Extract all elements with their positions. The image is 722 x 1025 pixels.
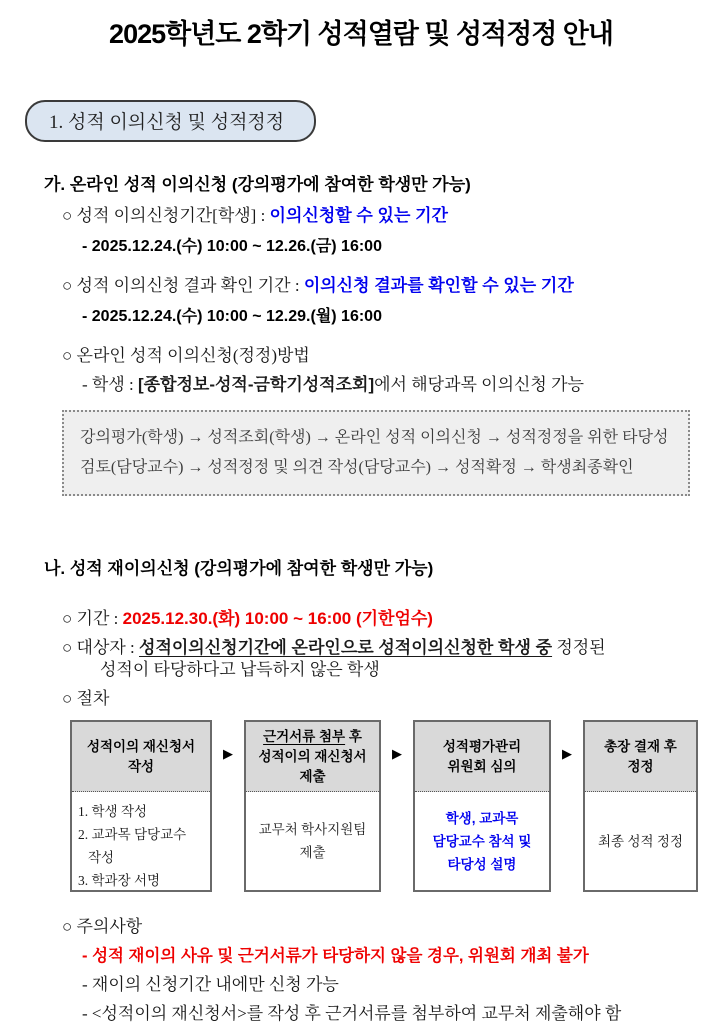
ga-item1-line [62, 205, 722, 227]
appeal-process-note: 강의평가(학생) → 성적조회(학생) → 온라인 성적 이의신청 → 성적정정을 위한 타당성 검토(담당교수) → 성적정정 및 의견 작성(담당교수) → 성적확정 → 학생최종확인 [62, 410, 690, 496]
ga-item2-line [62, 275, 722, 297]
flow-step-2-header-rest: 후 [345, 728, 362, 744]
flow-step-1-body-line2: 2. 교과목 담당교수 [78, 827, 187, 842]
na-target-tail: 정정된 [552, 638, 606, 657]
flow-step-3-header [415, 722, 549, 792]
flow-step-1-body-line3: 작성 [88, 850, 115, 865]
ga-item3-sub-line [82, 374, 722, 396]
flow-step-1-header-line2: 작성 [127, 758, 155, 774]
na-procedure-label: 절차 [76, 689, 110, 708]
flow-step-2-header-underlined: 근거서류 첨부 [263, 728, 346, 744]
page-title: 2025학년도 2학기 성적열람 및 성적정정 안내 [109, 19, 613, 49]
ga-item2-date: - 2025.12.24.(수) 10:00 ~ 12.29.(월) 16:00 [82, 308, 382, 325]
flow-arrow-icon [381, 720, 413, 892]
flow-step-3-body [415, 792, 549, 890]
ga-item1-date: - 2025.12.24.(수) 10:00 ~ 12.26.(금) 16:00 [82, 238, 382, 255]
flow-step-4-body [585, 792, 696, 890]
na-procedure-line [62, 688, 722, 710]
ga-item3-label: 온라인 성적 이의신청(정정)방법 [76, 346, 310, 365]
flow-step-3-body-line2: 담당교수 참석 및 [432, 833, 532, 849]
ga-item3-line [62, 345, 722, 367]
ga-item1-highlight: 이의신청할 수 있는 기간 [269, 206, 448, 225]
flow-step-2-header [246, 722, 379, 792]
circle-bullet: ○ [62, 638, 73, 657]
flow-step-2-body [246, 792, 379, 890]
heading-na: 나. 성적 재이의신청 (강의평가에 참여한 학생만 가능) [44, 559, 434, 578]
na-caution-item1: - 성적 재이의 사유 및 근거서류가 타당하지 않을 경우, 위원회 개최 불가 [82, 947, 589, 965]
flow-step-2-body-line2: 제출 [299, 845, 326, 860]
flow-step-1-header [72, 722, 210, 792]
na-caution-item3: - <성적이의 재신청서>를 작성 후 근거서류를 첨부하여 교무처 제출해야 함 [82, 1004, 622, 1023]
circle-bullet: ○ [62, 276, 73, 295]
flow-step-3 [413, 720, 551, 892]
na-period-label: 기간 : [76, 609, 123, 628]
circle-bullet: ○ [62, 689, 73, 708]
flow-step-4-header [585, 722, 696, 792]
flow-step-1-body-line4: 3. 학과장 서명 [78, 873, 161, 888]
ga-item3-sub-suffix: 에서 해당과목 이의신청 가능 [374, 375, 584, 394]
na-target-line [62, 637, 722, 659]
arrow-glyph: ▶ [223, 746, 233, 761]
na-caution-item2: - 재이의 신청기간 내에만 신청 가능 [82, 975, 339, 994]
section1-heading: 1. 성적 이의신청 및 성적정정 [49, 112, 285, 133]
ga-item3-sub-prefix: - 학생 : [82, 375, 138, 394]
circle-bullet: ○ [62, 609, 73, 628]
flow-step-1-body-line1: 1. 학생 작성 [78, 804, 148, 819]
flow-step-2-header-line2: 성적이의 재신청서 [258, 748, 367, 764]
flow-step-4-body-line1: 최종 성적 정정 [598, 833, 683, 849]
ga-item2-highlight: 이의신청 결과를 확인할 수 있는 기간 [303, 276, 574, 295]
flow-step-3-header-line1: 성적평가관리 [442, 738, 522, 754]
flow-step-1-body [72, 792, 210, 900]
flow-step-2 [244, 720, 381, 892]
flow-step-3-header-line2: 위원회 심의 [447, 758, 517, 774]
flow-step-4-header-line2: 정정 [627, 758, 654, 774]
flow-step-4 [583, 720, 698, 892]
na-target-continuation: 성적이 타당하다고 납득하지 않은 학생 [100, 660, 380, 679]
circle-bullet: ○ [62, 206, 73, 225]
flow-step-4-header-line1: 총장 결재 후 [604, 738, 677, 754]
na-target-label: 대상자 : [76, 638, 140, 657]
flow-step-2-header-line3: 제출 [299, 768, 326, 784]
flow-arrow-icon [551, 720, 583, 892]
flow-step-1-header-line1: 성적이의 재신청서 [86, 738, 196, 754]
na-caution-label: 주의사항 [76, 917, 143, 936]
na-caution-line [62, 916, 722, 938]
na-target-emphasis: 성적이의신청기간에 온라인으로 성적이의신청한 학생 중 [139, 638, 553, 657]
circle-bullet: ○ [62, 346, 73, 365]
ga-item3-sub-bold: [종합정보-성적-금학기성적조회] [137, 375, 375, 394]
heading-ga: 가. 온라인 성적 이의신청 (강의평가에 참여한 학생만 가능) [44, 175, 471, 194]
arrow-glyph: ▶ [392, 746, 402, 761]
ga-item2-label: 성적 이의신청 결과 확인 기간 : [76, 276, 304, 295]
flow-step-2-body-line1: 교무처 학사지원팀 [258, 822, 367, 837]
na-period-value: 2025.12.30.(화) 10:00 ~ 16:00 (기한엄수) [122, 609, 433, 628]
flow-step-3-body-line3: 타당성 설명 [447, 856, 517, 872]
circle-bullet: ○ [62, 917, 73, 936]
section1-pill [25, 100, 316, 142]
reappeal-procedure-flowchart [70, 720, 698, 892]
flow-arrow-icon [212, 720, 244, 892]
flow-step-1 [70, 720, 212, 892]
arrow-glyph: ▶ [562, 746, 572, 761]
flow-step-3-body-line1: 학생, 교과목 [445, 810, 519, 826]
na-period-line [62, 608, 722, 630]
ga-item1-label: 성적 이의신청기간[학생] : [76, 206, 270, 225]
flow-step-2-header-line1 [248, 727, 377, 747]
